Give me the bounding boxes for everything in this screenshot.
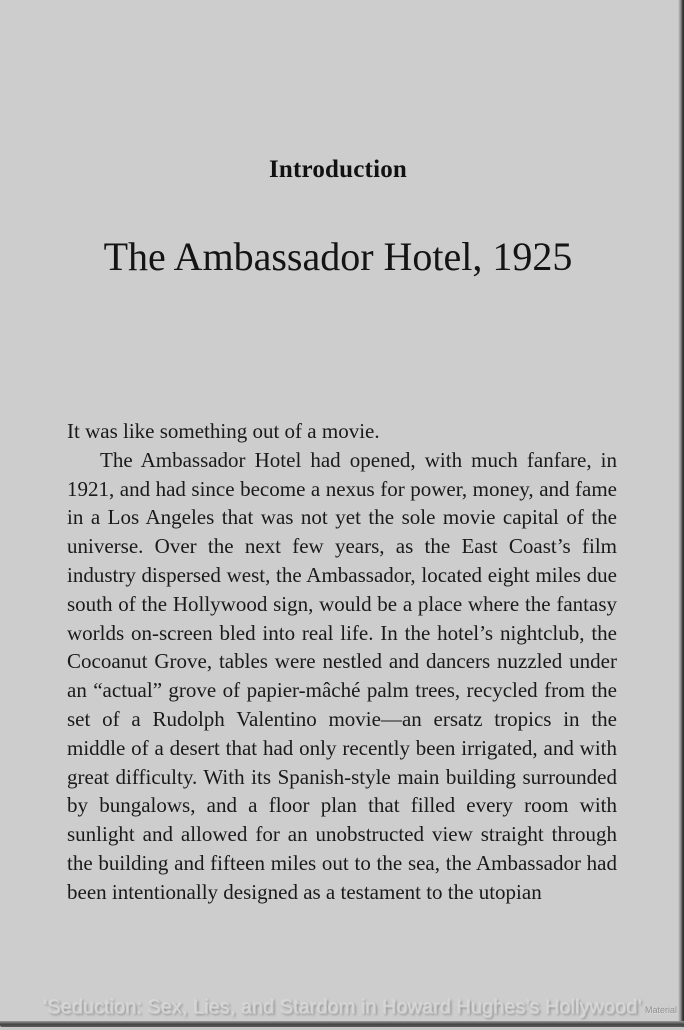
copyright-note-fragment: Material [644,1005,677,1015]
page-edge-shadow-right [678,0,684,1030]
paragraph-main: The Ambassador Hotel had opened, with much fanfare, in 1921, and had since become a nexus for power, money, and fame in a Los Angeles that was not yet the sole movie capital of the universe. Over the next few years, as the East Coast’s film industry dispersed west, the Ambassador, located eight miles due south of the Hollywood sign, would be a place where the fantasy worlds on-screen bled into real life. In the hotel’s nightclub, the Cocoanut Grove, tables were nestled and dancers nuzzled under an “actual” grove of papier-mâché palm trees, recycled from the set of a Rudolph Valentino movie—an ersatz tropics in the middle of a desert that had only recently been irrigated, and with great difficulty. With its Spanish-style main building surrounded by bungalows, and a floor plan that filled every room with sunlight and allowed for an unobstructed view straight through the building and fifteen miles out to the sea, the Ambassador had been intentionally designed as a testament to the utopian [67,447,617,904]
book-title-watermark: ‘Seduction: Sex, Lies, and Stardom in Howard Hughes’s Hollywood’ [42,996,642,1018]
paragraph-opening: It was like something out of a movie. [67,419,380,443]
section-heading: Introduction [268,156,408,183]
chapter-title: The Ambassador Hotel, 1925 [103,234,573,279]
body-text [67,417,617,907]
